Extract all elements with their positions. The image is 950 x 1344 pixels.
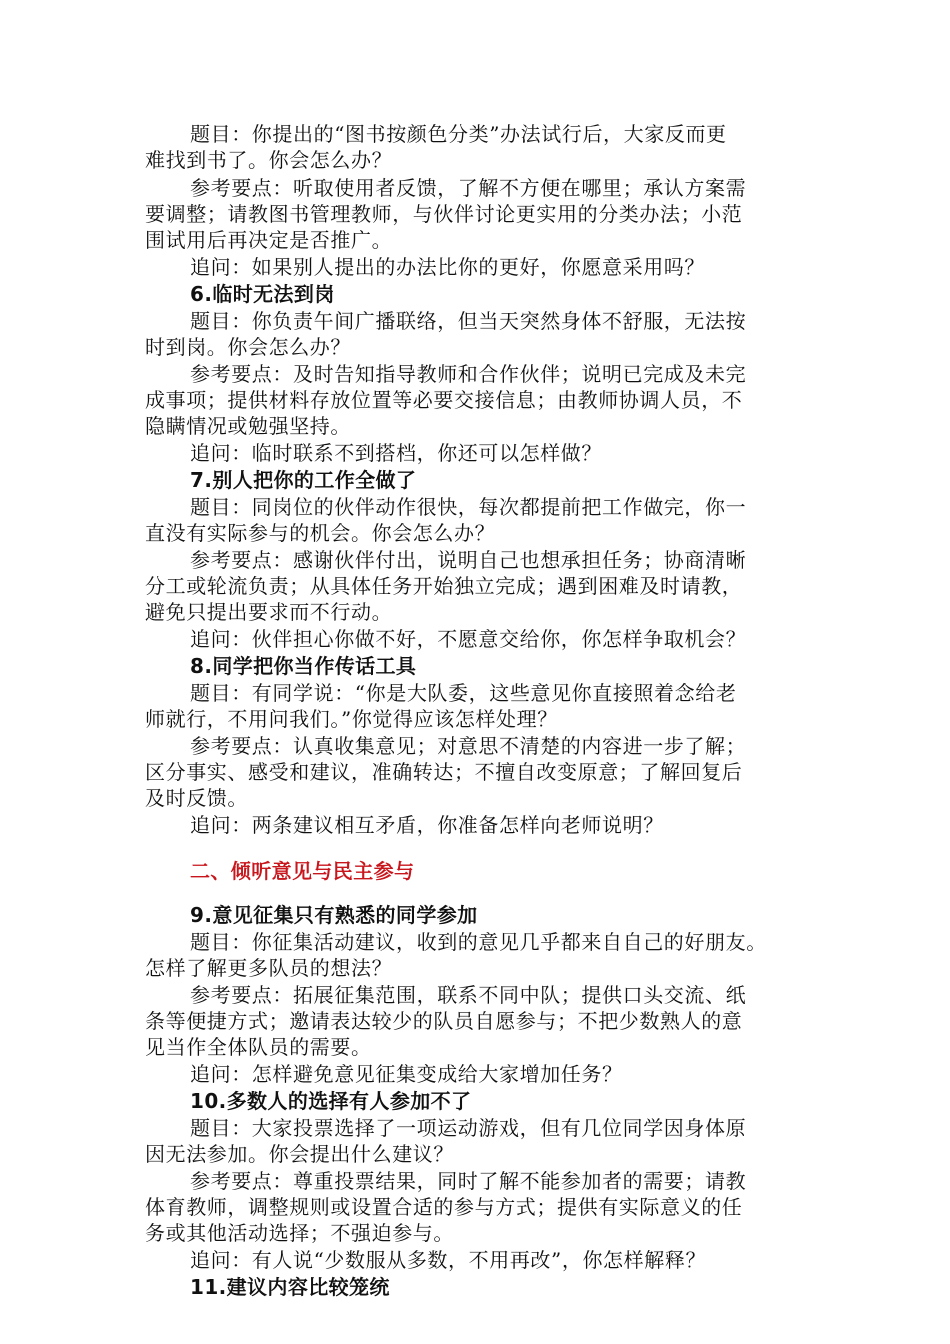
item-heading: 8.同学把你当作传话工具 [190,654,417,678]
follow-up-text: 追问：有人说“少数服从多数，不用再改”，你怎样解释？ [190,1248,707,1272]
question-text: 题目：你负责午间广播联络，但当天突然身体不舒服，无法按 [190,309,747,333]
key-points-text: 围试用后再决定是否推广。 [145,228,393,252]
key-points-text: 务或其他活动选择；不强迫参与。 [145,1221,454,1245]
key-points-text: 参考要点：拓展征集范围，联系不同中队；提供口头交流、纸 [190,983,747,1007]
question-text: 题目：大家投票选择了一项运动游戏，但有几位同学因身体原 [190,1116,747,1140]
follow-up-text: 追问：两条建议相互矛盾，你准备怎样向老师说明？ [190,813,664,837]
question-text: 题目：你提出的“图书按颜色分类”办法试行后，大家反而更 [190,122,727,146]
key-points-text: 隐瞒情况或勉强坚持。 [145,414,351,438]
key-points-text: 条等便捷方式；邀请表达较少的队员自愿参与；不把少数熟人的意 [145,1009,743,1033]
item-heading: 6.临时无法到岗 [190,282,335,306]
key-points-text: 见当作全体队员的需要。 [145,1035,372,1059]
key-points-text: 分工或轮流负责；从具体任务开始独立完成；遇到困难及时请教， [145,574,743,598]
question-text: 题目：有同学说：“你是大队委，这些意见你直接照着念给老 [190,681,737,705]
section-heading: 二、倾听意见与民主参与 [190,859,415,883]
item-heading: 10.多数人的选择有人参加不了 [190,1089,472,1113]
follow-up-text: 追问：临时联系不到搭档，你还可以怎样做？ [190,441,602,465]
key-points-text: 参考要点：感谢伙伴付出，说明自己也想承担任务；协商清晰 [190,548,747,572]
follow-up-text: 追问：伙伴担心你做不好，不愿意交给你，你怎样争取机会？ [190,627,747,651]
key-points-text: 避免只提出要求而不行动。 [145,600,393,624]
key-points-text: 参考要点：及时告知指导教师和合作伙伴；说明已完成及未完 [190,362,747,386]
question-text: 师就行，不用问我们。”你觉得应该怎样处理？ [145,707,558,731]
key-points-text: 成事项；提供材料存放位置等必要交接信息；由教师协调人员，不 [145,388,743,412]
question-text: 题目：同岗位的伙伴动作很快，每次都提前把工作做完，你一 [190,495,747,519]
key-points-text: 区分事实、感受和建议，准确转达；不擅自改变原意；了解回复后 [145,760,743,784]
question-text: 时到岗。你会怎么办？ [145,335,351,359]
item-heading: 11.建议内容比较笼统 [190,1275,390,1299]
question-text: 题目：你征集活动建议，收到的意见几乎都来自自己的好朋友。 [190,930,767,954]
item-heading: 7.别人把你的工作全做了 [190,468,417,492]
item-heading: 9.意见征集只有熟悉的同学参加 [190,903,478,927]
question-text: 难找到书了。你会怎么办？ [145,148,393,172]
key-points-text: 参考要点：尊重投票结果，同时了解不能参加者的需要；请教 [190,1169,747,1193]
question-text: 直没有实际参与的机会。你会怎么办？ [145,521,496,545]
question-text: 因无法参加。你会提出什么建议？ [145,1142,454,1166]
key-points-text: 要调整；请教图书管理教师，与伙伴讨论更实用的分类办法；小范 [145,202,743,226]
key-points-text: 及时反馈。 [145,786,248,810]
follow-up-text: 追问：如果别人提出的办法比你的更好，你愿意采用吗？ [190,255,705,279]
key-points-text: 参考要点：认真收集意见；对意思不清楚的内容进一步了解； [190,734,747,758]
key-points-text: 参考要点：听取使用者反馈，了解不方便在哪里；承认方案需 [190,176,747,200]
question-text: 怎样了解更多队员的想法？ [145,956,393,980]
follow-up-text: 追问：怎样避免意见征集变成给大家增加任务？ [190,1062,623,1086]
key-points-text: 体育教师，调整规则或设置合适的参与方式；提供有实际意义的任 [145,1195,743,1219]
